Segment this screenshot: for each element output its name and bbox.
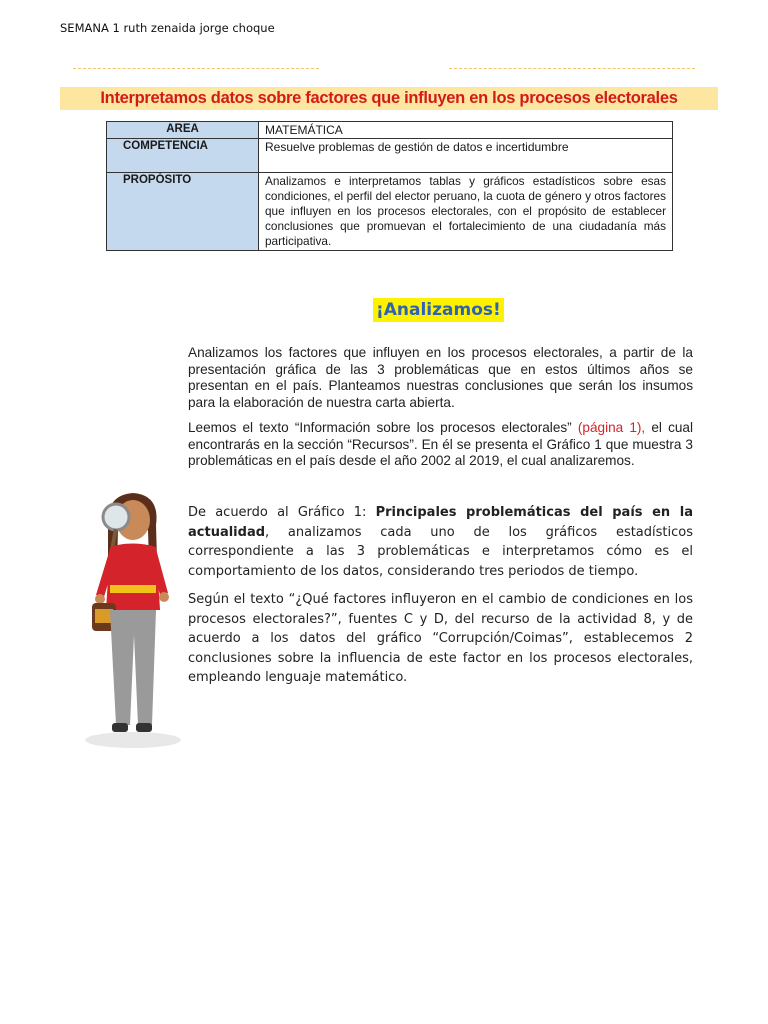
table-row [107,173,673,251]
paragraph-reading-end: el cual encontrarás en la sección “Recursos”. En él se presenta el Gráfico 1 que muestra 3 problemáticas en el país desde el año 2002 al 2019, el cual analizaremos. [188,420,694,469]
competencia-value: Resuelve problemas de gestión de datos e incertidumbre [259,139,673,173]
proposito-value: Analizamos e interpretamos tablas y gráficos estadísticos sobre esas condiciones, el perfil del elector peruano, la cuota de género y otros factores que influyen en los procesos electorales, con el propósito de establecer conclusiones que promuevan el fortalecimiento de una ciudadanía más participativa. [259,173,673,251]
table-row [107,122,673,139]
area-value: MATEMÁTICA [259,122,673,139]
proposito-label: PROPÓSITO [107,173,259,251]
paragraph-grafico [188,503,693,581]
paragraph-conclusions: Según el texto “¿Qué factores influyeron en el cambio de condiciones en los procesos electorales?”, fuentes C y D, del recurso de la actividad 8, y de acuerdo a los datos del gráfico “Corrupción/Coimas”, establecemos 2 conclusiones sobre la influencia de este factor en los procesos electorales, empleando lenguaje matemático. [188,592,693,685]
page-title: Interpretamos datos sobre factores que influyen en los procesos electorales [100,89,678,107]
page-reference-link: (página 1), [577,420,646,435]
section-heading: ¡Analizamos! [373,298,504,322]
area-label: AREA [107,122,259,139]
grafico-title-bold: Principales problemáticas del país en la actualidad [188,505,693,540]
paragraph-intro: Analizamos los factores que influyen en los procesos electorales, a partir de la presentación gráfica de las 3 problemáticas que en estos últimos años se presentan en el país. Planteamos nuestras conclusiones que serán los insumos para la elaboración de nuestra carta abierta. [188,345,693,410]
table-row [107,139,673,173]
competencia-label: COMPETENCIA [107,139,259,173]
info-table [106,121,673,251]
paragraph-reading [188,420,693,470]
paragraph-reading-start: Leemos el texto “Información sobre los procesos electorales” [188,420,578,435]
title-bar [60,87,718,110]
paragraph-grafico-end: , analizamos cada uno de los gráficos estadísticos correspondiente a las 3 problemáticas e interpretamos cómo es el comportamiento de los datos, considerando tres periodos de tiempo. [188,524,693,579]
header-name: SEMANA 1 ruth zenaida jorge choque [60,21,275,35]
decorative-divider-left [73,68,319,69]
paragraph-grafico-start: De acuerdo al Gráfico 1: [188,505,376,520]
decorative-divider-right [449,68,695,69]
student-illustration [78,485,188,755]
